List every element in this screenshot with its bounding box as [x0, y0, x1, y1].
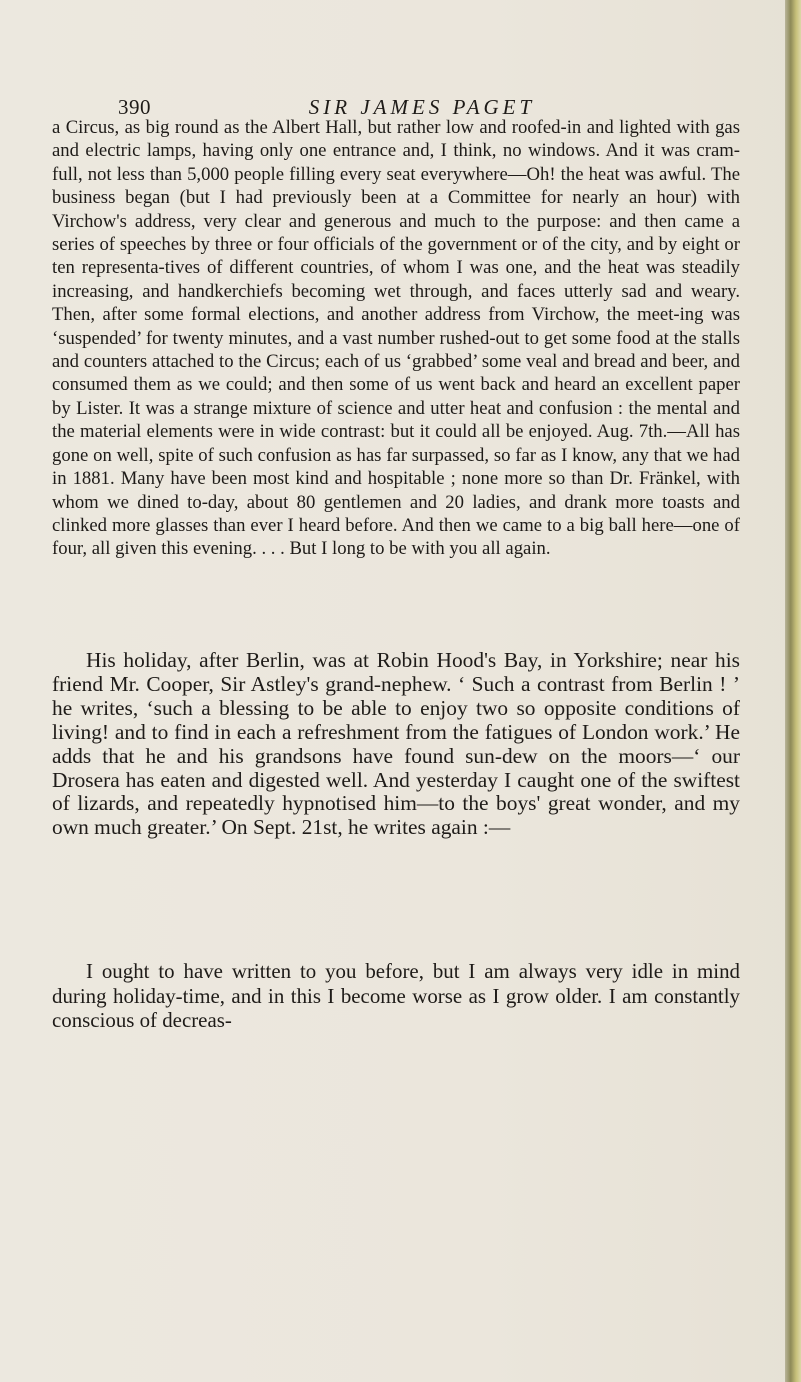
page-edge: [785, 0, 801, 1382]
page-number: 390: [118, 95, 151, 119]
paragraph-letter-continuation: a Circus, as big round as the Albert Hall, but rather low and roofed-in and lighted with gas and electric lamps, having only one entrance and, I think, no windows. And it was cram-full, not less than 5,000 people filling every seat everywhere—Oh! the heat was awful. The business began (but I had previously been at a Committee for nearly an hour) with Virchow's address, very clear and generous and much to the purpose: and then came a series of speeches by three or four officials of the government or of the city, and by eight or ten representa-tives of different countries, of whom I was one, and the heat was steadily increasing, and handkerchiefs becoming wet through, and faces utterly sad and weary. Then, after some formal elections, and another address from Virchow, the meet-ing was ‘suspended’ for twenty minutes, and a vast number rushed-out to get some food at the stalls and counters attached to the Circus; each of us ‘grabbed’ some veal and bread and beer, and consumed them as we could; and then some of us went back and heard an excellent paper by Lister. It was a strange mixture of science and utter heat and confusion : the mental and the material elements were in wide contrast: but it could all be enjoyed. Aug. 7th.—All has gone on well, spite of such confusion as has far surpassed, so far as I know, any that we had in 1881. Many have been most kind and hospitable ; none more so than Dr. Fränkel, with whom we dined to-day, about 80 gentlemen and 20 ladies, and drank more toasts and clinked more glasses than ever I heard before. And then we came to a big ball here—one of four, all given this evening. . . . But I long to be with you all again.: [52, 117, 740, 560]
running-head: SIR JAMES PAGET: [308, 95, 536, 119]
paragraph-letter-excerpt: I ought to have written to you before, but I am always very idle in mind during holiday-time, and in this I become worse as I grow older. I am constantly conscious of decreas-: [52, 959, 740, 1032]
paragraph-holiday: His holiday, after Berlin, was at Robin Hood's Bay, in Yorkshire; near his friend Mr. Cooper, Sir Astley's grand-nephew. ‘ Such a contrast from Berlin ! ’ he writes, ‘such a blessing to be able to enjoy two so opposite conditions of living! and to find in each a refreshment from the fatigues of London work.’ He adds that he and his grandsons have found sun-dew on the moors—‘ our Drosera has eaten and digested well. And yesterday I caught one of the swiftest of lizards, and repeatedly hypnotised him—to the boys' great wonder, and my own much greater.’ On Sept. 21st, he writes again :—: [52, 648, 740, 840]
